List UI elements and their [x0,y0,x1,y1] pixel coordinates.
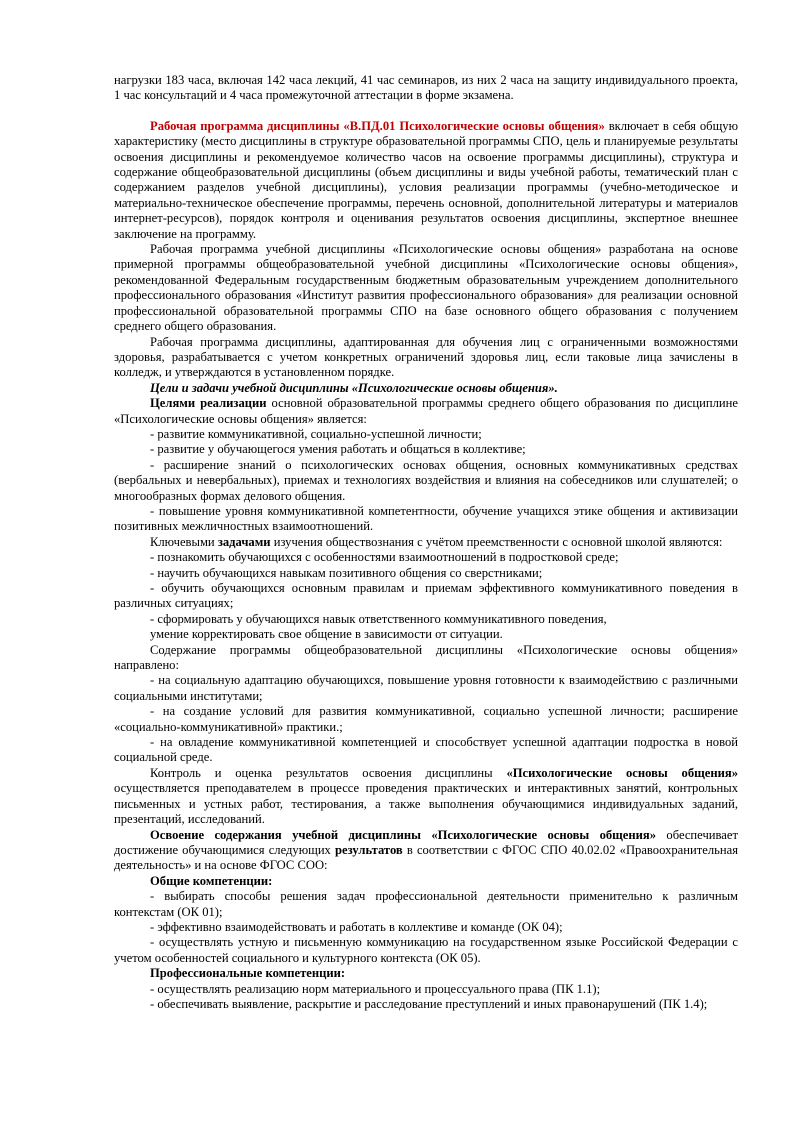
task-item-continuation: умение корректировать свое общение в зависимости от ситуации. [150,627,503,642]
paragraph-results: Освоение содержания учебной дисциплины «Психологические основы общения» обеспечивает достижение обучающимися следующих результатов в соответствии с ФГОС СПО 40.02.02 «Правоохранительная деятельность» и на основе ФГОС СОО: [114,827,738,873]
direction-item: - на овладение коммуникативной компетенцией и способствует успешной адаптации подростка в новой социальной среде. [114,735,738,765]
paragraph-program-overview: Рабочая программа дисциплины «В.ПД.01 Психологические основы общения» включает в себя общую характеристику (место дисциплины в структуре образовательной программы СПО, цель и планируемые результаты освоения дисциплины и рекомендуемое количество часов на освоение программы дисциплины), структура и содержание общеобразовательной дисциплины (объем дисциплины и виды учебной работы, тематический план с содержанием разделов учебной дисциплины), условия реализации программы (учебно-методическое и материально-техническое обеспечение программы, перечень основной, дополнительной литературы и материалов интернет-ресурсов), порядок контроля и оценивания результатов освоения дисциплины, экспертное внешнее заключение на программу. [114,118,738,241]
paragraph-tasks-intro: Ключевыми задачами изучения обществознания с учётом преемственности с основной школой являются: [150,534,723,549]
section-heading-general-competencies: Общие компетенции: [150,873,273,888]
paragraph-content-direction: Содержание программы общеобразовательной дисциплины «Психологические основы общения» направлено: [114,642,738,673]
goal-item: - расширение знаний о психологических основах общения, основных коммуникативных средствах (вербальных и невербальных), приемах и технологиях воздействия и влияния на собеседников или слушателей; о многообразных формах делового общения. [114,457,738,503]
competency-item: - осуществлять устную и письменную коммуникацию на государственном языке Российской Федерации с учетом особенностей социального и культурного контекста (ОК 05). [114,935,738,965]
goal-item: - развитие у обучающегося умения работать и общаться в коллективе; [150,442,526,457]
competency-item: - обеспечивать выявление, раскрытие и расследование преступлений и иных правонарушений (ПК 1.4); [150,996,708,1011]
section-heading-professional-competencies: Профессиональные компетенции: [150,966,346,981]
paragraph-assessment: Контроль и оценка результатов освоения дисциплины «Психологические основы общения» осуществляется преподавателем в процессе проведения практических и интерактивных занятий, контрольных письменных и устных работ, тестирования, а также выполнения обучающимися индивидуальных заданий, презентаций, исследований. [114,765,738,827]
direction-item: - на социальную адаптацию обучающихся, повышение уровня готовности к взаимодействию с различными социальными институтами; [114,673,738,703]
program-title: Рабочая программа дисциплины «В.ПД.01 Психологические основы общения» [150,118,605,133]
task-item: - научить обучающихся навыкам позитивного общения со сверстниками; [150,565,543,580]
direction-item: - на создание условий для развития коммуникативной, социально успешной личности; расширение «социально-коммуникативной» практики.; [114,704,738,734]
paragraph-program-basis: Рабочая программа учебной дисциплины «Психологические основы общения» разработана на основе примерной программы общеобразовательной учебной дисциплины «Психологические основы общения», рекомендованной Федеральным государственным бюджетным образовательным учреждением дополнительного профессионального образования «Институт развития профессионального образования» для реализации основной профессиональной образовательной программы СПО на базе основного общего образования с получением среднего общего образования. [114,242,738,334]
competency-item: - осуществлять реализацию норм материального и процессуального права (ПК 1.1); [150,981,601,996]
paragraph-goals-intro: Целями реализации основной образовательной программы среднего общего образования по дисциплине «Психологические основы общения» является: [114,396,739,426]
paragraph-workload: нагрузки 183 часа, включая 142 часа лекций, 41 час семинаров, из них 2 часа на защиту индивидуального проекта, 1 час консультаций и 4 часа промежуточной аттестации в форме экзамена. [114,73,738,103]
paragraph-adapted-program: Рабочая программа дисциплины, адаптированная для обучения лиц с ограниченными возможностями здоровья, разрабатывается с учетом конкретных ограничений здоровья лиц, если таковые лица зачислены в колледж, и утверждаются в установленном порядке. [114,334,738,380]
competency-item: - выбирать способы решения задач профессиональной деятельности применительно к различным контекстам (ОК 01); [114,889,738,919]
competency-item: - эффективно взаимодействовать и работать в коллективе и команде (ОК 04); [150,919,563,934]
document-page [114,73,738,1012]
section-heading-goals: Цели и задачи учебной дисциплины «Психологические основы общения». [150,380,558,395]
task-item: - обучить обучающихся основным правилам и приемам эффективного коммуникативного поведения в различных ситуациях; [114,581,738,611]
task-item: - познакомить обучающихся с особенностями взаимоотношений в подростковой среде; [150,550,619,565]
goal-item: - повышение уровня коммуникативной компетентности, обучение учащихся этике общения и активизации позитивных межличностных взаимоотношений. [114,503,738,534]
goal-item: - развитие коммуникативной, социально-успешной личности; [150,426,482,441]
task-item: - сформировать у обучающихся навык ответственного коммуникативного поведения, [150,611,607,626]
